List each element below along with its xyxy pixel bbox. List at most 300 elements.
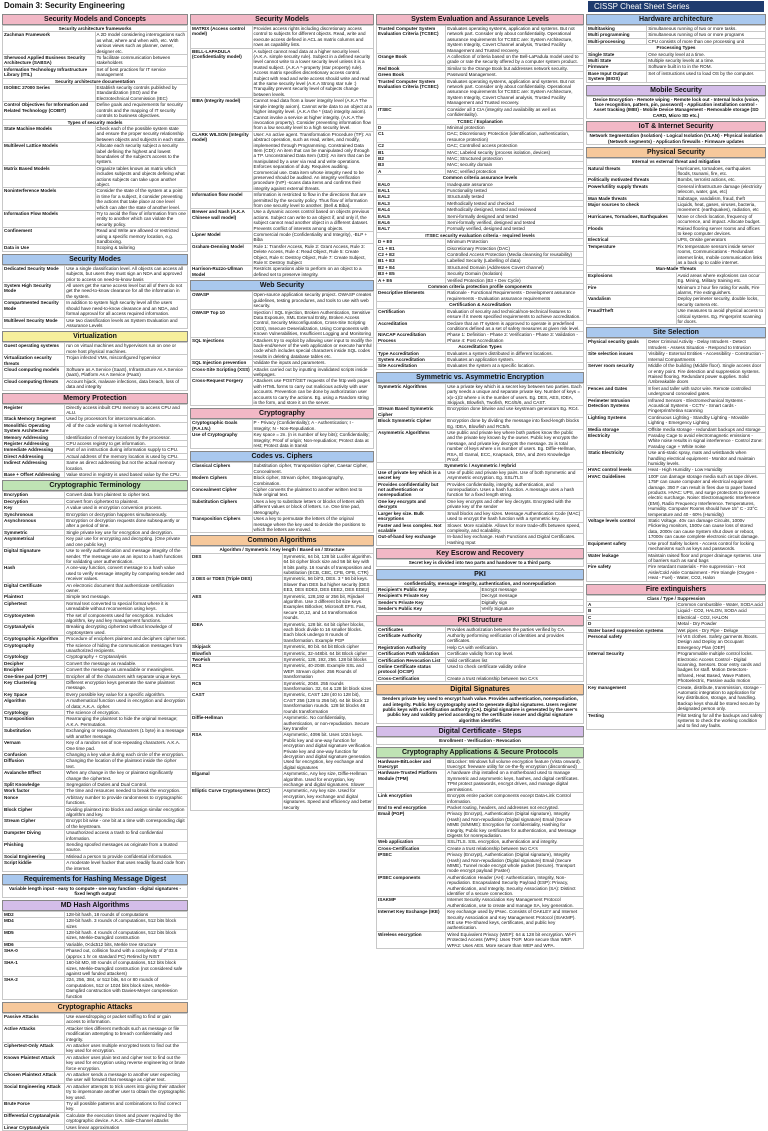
table-row <box>3 143 188 166</box>
row-definition: Use of public and private key pairs. Use of both Symmetric and Asymmetric encryption. Eg. SSL/TLS <box>446 469 584 481</box>
table-row <box>377 469 584 481</box>
row-definition: Uses a key to permutate the letters of the original message where the key used to decide the positions to which the letters are moved. <box>252 516 373 533</box>
section-table <box>2 404 188 479</box>
row-term: Noninterference Models <box>3 188 96 211</box>
row-definition: Commercial mode (Confidentiality and Integrity), -BLP + Biba <box>252 232 373 244</box>
section-table <box>2 265 188 329</box>
row-definition: Formally verified, designed and tested <box>446 226 584 232</box>
row-definition: Single private key use for encryption and decryption. <box>65 529 188 535</box>
table-row <box>191 692 374 715</box>
row-term: Dedicated Security Mode <box>3 265 65 282</box>
section-header: PKI <box>376 569 584 580</box>
row-definition: An attacker uses plain text and cipher text to find out the key used for encryption using reverse engineering or brute force encryption. <box>65 1054 188 1071</box>
row-term: SHA-1 <box>3 960 65 977</box>
row-heading: Variable length input - easy to compute - one way function - digital signatures - fixed length output <box>3 886 188 898</box>
row-definition: Actual address of the memory location is used by CPU. <box>65 453 188 459</box>
table-row <box>587 363 766 386</box>
row-definition: Security Domain (Isolation) <box>446 271 584 277</box>
row-definition: Key of a random set of non-repeating characters. A.K.A. One time pad. <box>65 740 188 752</box>
section-header: Cryptography Applications & Secure Protocols <box>376 747 584 758</box>
section-table <box>586 158 766 325</box>
table-row <box>587 414 766 426</box>
row-term: Hardware-Trusted Platform Module (TPM) <box>377 770 446 793</box>
table-row <box>3 211 188 228</box>
row-term: Active Attacks <box>3 1025 65 1042</box>
row-term: Asynchronous <box>3 518 65 530</box>
row-term: Multi State <box>587 58 647 64</box>
row-definition: run on virtual machines and hypervisors run on one or more host physical machines. <box>65 343 188 355</box>
table-row <box>191 663 374 680</box>
row-term: Firmware <box>587 64 647 70</box>
row-term: Hash <box>3 565 65 582</box>
row-term: MATRIX (Access control model) <box>191 26 253 49</box>
row-definition: Heat - High Humidity - Low Humidity <box>647 467 766 473</box>
table-row <box>377 290 584 302</box>
row-term: Blowfish <box>191 650 283 656</box>
row-term: Sender's Public Key <box>377 606 481 612</box>
table-row <box>3 1013 188 1025</box>
row-term: D + E0 <box>377 239 446 245</box>
row-term: Certificates <box>377 626 446 632</box>
row-term: Matrix Based Models <box>3 165 96 188</box>
row-definition: Password Management. <box>446 72 584 78</box>
table-row <box>3 422 188 434</box>
row-definition: Use proof Safety lockers - Access control for locking mechanisms such as keys and passwords. <box>647 540 766 552</box>
row-term: Modern Ciphers <box>191 475 253 487</box>
row-heading: Common criteria protection profile components <box>377 284 584 290</box>
row-definition: Simple text message. <box>65 594 188 600</box>
row-term: Perimeter Intrusion Detection Systems <box>587 397 647 414</box>
row-definition: Symmetric, 128,192 or 256 bit, Rijndael algorithm. Use 3 different bit size keys. Examples Bitlocker, Microsoft EFS. Fast, secure 10,12, and 14 transformation rounds. <box>282 593 374 621</box>
row-definition: SSL/TLS. SSL encryption, authentication and integrity. <box>446 839 584 845</box>
row-term: C1 + E1 <box>377 245 446 251</box>
row-term: Nonce <box>3 794 65 806</box>
row-term: Multitasking <box>587 26 647 32</box>
row-definition: Symmetric, 56 bit*3, DES. 3 * 56 bit keys. Slower than DES but higher security (DES EE3, DES EDE3, DES EEE2, DES EDE2) <box>282 576 374 593</box>
section <box>190 408 374 449</box>
row-definition: Fire retardant materials - Fire suppression - Hot Aisle/Cold Aisle Containment - Fire triangle (Oxygen - Heat - Fuel) - Water, CO2, Halon <box>647 564 766 581</box>
row-term: MD5 <box>3 930 65 942</box>
table-row <box>377 131 584 143</box>
row-definition: Changing the location of the plaintext inside the cipher text. <box>65 758 188 770</box>
row-definition: Move or check location, frequency of occurrence, and impact. Allocate budget. <box>676 213 766 225</box>
row-term: Registration Authority <box>377 644 446 650</box>
row-definition: Minimum 2 hour fire rating for walls, Fire alarms, Fire extinguishers. <box>676 284 766 296</box>
row-definition: Metal - Dry Powder <box>676 621 766 627</box>
row-definition: Substitution cipher, Transposition cipher, Caesar Cipher, Concealment. <box>252 463 373 475</box>
table-row <box>377 406 584 418</box>
row-definition: UPS, Onsite generators <box>676 237 766 243</box>
row-term: Sherwood Applied Business Security Architecture (SABSA) <box>3 55 96 67</box>
row-definition: Pilot testing for all the backups and safety systems to check the working condition and to find any faults. <box>676 712 766 729</box>
row-definition: Key space = 2n. (n is number of key bits); Confidentiality; Integrity; Proof of origin; Non-repudiation; Protect data at rest; Protect data in transit <box>252 432 373 449</box>
row-definition: Help CA with verification. <box>446 644 584 650</box>
row-definition: When any change in the key or plaintext significantly change the ciphertext. <box>65 770 188 782</box>
row-term: Brute Force <box>3 1101 65 1113</box>
row-term: RSA <box>191 732 283 771</box>
row-definition: To facilitate communication between stakeholders <box>95 55 188 67</box>
row-definition: Encryption or decryption requests done subsequently or after a period of time. <box>65 518 188 530</box>
row-term: Indirect Addressing <box>3 460 65 472</box>
row-term: Single State <box>587 51 647 57</box>
table-row <box>587 651 766 684</box>
row-term: Key Space <box>3 691 65 697</box>
row-definition: Every possible key value for a specific algorithm. <box>65 691 188 697</box>
row-definition: Decrypt message <box>480 593 584 599</box>
row-definition: Evaluation of security and technical/non-technical features to ensure if it meets specified requirements to achieve accreditation. <box>446 308 584 320</box>
table-row <box>377 897 584 909</box>
row-term: B1 <box>377 149 446 155</box>
section-header: Virtualization <box>2 331 188 342</box>
table-row <box>587 385 766 397</box>
row-term: EAL3 <box>377 200 446 206</box>
row-term: Cross-Site Scripting (XSS) <box>191 366 253 378</box>
row-definition: Common combustible - Water, SODA acid <box>676 601 766 607</box>
table-row <box>3 55 188 67</box>
row-definition: Used by processors for intercommunication. <box>65 416 188 422</box>
row-term: Red Book <box>377 65 446 71</box>
table-row <box>3 1112 188 1124</box>
column-3 <box>376 14 584 1022</box>
row-heading: confidentiality, message integrity, authentication, and nonrepudiation <box>377 580 584 586</box>
row-term: D <box>587 621 677 627</box>
table-row <box>377 758 584 770</box>
row-definition: Restricts operations able to perform on an object to a defined set to preserve integrity. <box>252 266 373 278</box>
table-row <box>377 580 584 586</box>
row-definition: Attackers try to exploit by allowing user input to modify the back-end/server of the web application or execute harmful code which includes special characters inside SQL codes results in deleting database tables etc. <box>253 337 372 359</box>
row-definition: A value used in encryption conversion process. <box>65 505 188 511</box>
table-row <box>377 931 584 948</box>
row-term: Politically motivated threats <box>587 177 677 183</box>
section-table <box>2 25 188 252</box>
row-definition: Structured Domain (Addresses Covert channel) <box>446 264 584 270</box>
row-definition: Infrared Sensors - Electromechanical Systems - Acoustical Systems - CCTV - Smart cards - Fingerprint/retina scanning <box>647 397 766 414</box>
section-header: Hardware architecture <box>586 14 766 25</box>
table-row <box>3 1025 188 1042</box>
row-term: OWASP <box>191 292 253 309</box>
row-term: MD4 <box>3 918 65 930</box>
row-term: Split Knowledge <box>3 781 65 787</box>
row-definition: Try all possible patterns and combinations to find correct key. <box>65 1101 188 1113</box>
row-term: Email (PGP) <box>377 811 446 839</box>
row-term: Recipient's Private Key <box>377 593 481 599</box>
section-header: Mobile Security <box>586 85 766 96</box>
table-row <box>3 612 188 624</box>
row-definition: Consider all 3 CIA (integrity and availability as well as confidentiality). <box>446 106 584 118</box>
row-definition: MAC; Structured protection <box>446 155 584 161</box>
row-term: Lipner Model <box>191 232 253 244</box>
row-term: Major sources to check <box>587 201 677 213</box>
table-row <box>3 548 188 565</box>
row-term: Elgamal <box>191 771 283 788</box>
row-term: Hardware-BitLocker and truecrypt <box>377 758 446 770</box>
section <box>190 451 374 533</box>
row-definition: Software as A Service (SaaS), Infrastructure As A Service (IaaS), Platform As A Service (PaaS) <box>65 366 188 378</box>
section <box>586 85 766 120</box>
row-term: Diffie-Hellman <box>191 715 283 732</box>
row-term: Immediate Addressing <box>3 447 65 453</box>
table-row <box>3 794 188 806</box>
row-definition: Evaluates a system distributed in different locations. <box>446 350 584 356</box>
row-term: C <box>587 614 677 620</box>
section <box>376 684 584 724</box>
section <box>376 14 584 370</box>
row-definition: Cryptography + Cryptanalysis <box>65 654 188 660</box>
section-table <box>190 25 374 278</box>
section-table <box>2 1013 188 1131</box>
row-definition: An attacker sends a message to another user expecting the user will forward that message as cipher text. <box>65 1072 188 1084</box>
row-term: Floods <box>587 225 677 237</box>
row-definition: Simultaneous running of two or more tasks. <box>647 26 766 32</box>
table-row <box>3 102 188 119</box>
row-term: Sender's Private Key <box>377 599 481 605</box>
row-definition: Bombs, terrorist actions, etc. <box>676 177 766 183</box>
section <box>376 726 584 744</box>
row-definition: MAC; Labeled security (process isolation, devices) <box>446 149 584 155</box>
row-definition: Packet routing, headers, and addresses not encrypted. <box>446 804 584 810</box>
table-row <box>377 696 584 724</box>
table-row <box>191 732 374 771</box>
table-row <box>3 453 188 459</box>
row-term: Wireless encryption <box>377 931 446 948</box>
table-row <box>3 758 188 770</box>
table-row <box>377 26 584 54</box>
row-definition: Create a trust relationship between two CA's <box>446 675 584 681</box>
row-definition: Minimum Protection <box>446 239 584 245</box>
row-definition: Deter Criminal Activity - Delay Intruders - Detect Intruders - Assess Situation - Respond to Intrusion <box>647 339 766 351</box>
row-definition: Key pair use for encrypting and decrypting. (One private and one public key) <box>65 536 188 548</box>
brand-banner: CISSP Cheat Sheet Series <box>588 1 764 12</box>
row-term: System Accreditation <box>377 356 446 362</box>
row-heading: Internal vs external threat and mitigation <box>587 159 766 165</box>
row-definition: 128-bit hash. 3 rounds of computations, 512 bits block sizes <box>65 918 188 930</box>
row-definition: Use a single classification level. All objects can access all subjects, but users they must sign an NDA and approved prior to access on need-to-know basis <box>65 265 188 282</box>
section-header: Symmetric vs. Asymmetric Encryption <box>376 372 584 383</box>
section-header: Requirements for Hashing Message Digest <box>2 874 188 885</box>
table-row <box>3 860 188 872</box>
row-term: Man Made threats <box>587 195 677 201</box>
table-row <box>587 308 766 325</box>
row-definition: Symmetric, 32-448bit. 64 bit Block cipher <box>282 650 374 656</box>
table-row <box>3 188 188 211</box>
row-term: Cryptology <box>3 654 65 660</box>
table-row <box>377 632 584 644</box>
row-definition: Dividing plaintext into blocks and assign similar encryption algorithm and key. <box>65 806 188 818</box>
row-term: Server room security <box>587 363 647 386</box>
row-heading: Algorithm / Symmetric / Key length / Based on / Structure <box>191 547 374 553</box>
row-term: Explosions <box>587 272 677 284</box>
table-row <box>587 165 766 177</box>
row-heading: Symmetric / Asymmetric / Hybrid <box>377 463 584 469</box>
table-row <box>3 977 188 1000</box>
row-term: Trusted Computer System Evaluation Criteria (TCSEC) <box>377 78 446 106</box>
section <box>586 327 766 581</box>
row-term: Script kiddie <box>3 860 65 872</box>
table-row <box>191 209 374 232</box>
row-definition: Organize tables known as matrix which includes subjects and objects defining what actions subjects can take upon another object. <box>95 165 188 188</box>
row-term: Orange Book <box>377 54 446 66</box>
row-definition: Value stored in registry is used based value by the CPU. <box>65 472 188 478</box>
table-row <box>587 183 766 195</box>
row-definition: Symmetric, 64 bit, 128 bit Lucifer algorithm. 64 bit cipher block size and 56 bit key with 8 bits parity. 16 rounds of transposition and substitution (ECB, CBC, CFB, OFB, CTR) <box>283 553 372 575</box>
row-term: C2 + E2 <box>377 252 446 258</box>
table-row <box>3 343 188 355</box>
row-term: RC5 <box>191 680 283 692</box>
row-term: Site Accreditation <box>377 363 446 369</box>
table-row <box>3 930 188 942</box>
row-term: MD2 <box>3 911 65 917</box>
row-definition: The science of encryption. <box>65 710 188 716</box>
row-definition: Use anti-static spray, mats and wristbands when handling electrical equipment - Monitor and maintain humidity levels. <box>647 450 766 467</box>
section <box>190 280 374 406</box>
row-term: Cross-Certification <box>377 845 446 851</box>
row-definition: Privacy (Encrypt), Authentication (Digital signature), Integrity (Hash) and Non-repudiation (Digital signature) Email (Secure MIME). Tunnel mode encrypt whole packet (Secure). Transport mode encrypt payload (Faster) <box>446 852 584 875</box>
table-row <box>3 818 188 830</box>
row-definition: Use a dynamic access control based on objects previous actions. Subject can write to an object if, and only if, the subject cannot read another object in a different dataset. Prevents conflict of interests among objects. <box>252 209 373 232</box>
table-row <box>3 1042 188 1054</box>
row-definition: Small blocks and key sizes. Message Authentication Code (MAC) used to encrypt the hash function with a symmetric key. <box>446 510 584 522</box>
row-definition: Use to verify authentication and message integrity of the sender. The message use as an input to a hash functions for validating user authentication. <box>65 548 188 565</box>
row-term: Cross-Certification <box>377 675 446 681</box>
row-term: Diffusion <box>3 758 65 770</box>
table-row <box>377 78 584 106</box>
row-term: 3 DES or TDES (Triple DES) <box>191 576 283 593</box>
table-row <box>3 317 188 329</box>
row-definition: Account hijack, malware infections, data breach, loss of data and integrity <box>65 378 188 390</box>
column-2 <box>190 14 374 1022</box>
table-row <box>3 842 188 854</box>
row-term: Trusted Computer System Evaluation Criteria (TCSEC) <box>377 26 446 54</box>
row-term: C1 <box>377 131 446 143</box>
section <box>2 874 188 898</box>
table-row <box>191 309 374 337</box>
row-definition: Liquids, heat, gases, viruses, bacteria, movement: (earthquakes), radiation, etc <box>676 201 766 213</box>
section-header: Digital Certificate - Steps <box>376 726 584 737</box>
table-row <box>191 516 374 533</box>
row-term: Encryption <box>3 492 65 498</box>
row-definition: Use public and private key where both parties know the public and the private key known by the owner. Public key encrypts the message, and private key decrypts the message. 2x is total number of keys where x is number of users. Eg. Diffie-Hellman, RSA, El Gamal, ECC, Knapsack, DSA, and Zero Knowledge Proof. <box>446 430 584 463</box>
row-definition: Key exchange used by IPsec. Consists of OAKLEY and Internet Security Association and Key Management Protocol (ISAKMP). IKE use Pre-Shared keys, certificates, and public key authentication. <box>446 909 584 932</box>
row-definition: Used to check certificate validity online <box>446 664 584 676</box>
table-row <box>191 771 374 788</box>
row-definition: Block cipher, Stream cipher, Steganography, Combination. <box>252 475 373 487</box>
row-term: BIBA (Integrity model) <box>191 98 253 131</box>
row-definition: Breaking decrypting ciphertext without knowledge of cryptosystem used. <box>65 624 188 636</box>
row-definition: Electrical - CO2, HALON <box>676 614 766 620</box>
row-definition: Encrypt bit wise - one bit at a time with corresponding digit of the keystream. <box>65 818 188 830</box>
table-row <box>587 38 766 44</box>
table-row <box>3 853 188 859</box>
row-definition: Arbitrary number to provide randomness to cryptographic functions. <box>65 794 188 806</box>
section <box>376 747 584 949</box>
table-row <box>587 540 766 552</box>
table-row <box>191 487 374 499</box>
row-term: B3 + E5 <box>377 271 446 277</box>
table-row <box>587 426 766 432</box>
row-term: Online Certificate status protocol (OCSP) <box>377 664 446 676</box>
row-term: Ciphertext <box>3 600 65 612</box>
table-row <box>587 272 766 284</box>
row-term: Decipher <box>3 660 65 666</box>
table-row <box>3 918 188 930</box>
row-definition: Use two classification levels as System Evaluation and Assurance Levels <box>65 317 188 329</box>
table-row <box>3 536 188 548</box>
row-term: Electricity <box>587 432 647 449</box>
row-definition: Encryption or decryption happens simultaneously. <box>65 511 188 517</box>
section <box>2 331 188 390</box>
row-heading: ITSEC security evaluation criteria - required levels <box>377 232 584 238</box>
section-header: Memory Protection <box>2 393 188 404</box>
row-definition: Middle of the building (Middle floor). Single access door or entry point. Fire detection and suppression systems. Raised flooring. Redundant power supplies. Solid /Unbreakable doors <box>647 363 766 386</box>
row-definition: General infrastructure damage (electricity telecom, water, gas, etc) <box>676 183 766 195</box>
row-definition: Asymmetric, Any key size. Used for encryption, key exchange and digital signatures. Speed and efficiency and better security <box>283 788 372 810</box>
table-row <box>377 909 584 932</box>
row-definition: Validate the inputs and parameters. <box>252 360 373 366</box>
section-header: PKI Structure <box>376 615 584 626</box>
row-definition: Fix temperature sensors inside server rooms, Communications - Redundant internet links, mobile communication links as a back up to cable internet. <box>676 243 766 266</box>
row-heading: TCSEC / Explanation <box>377 118 584 124</box>
row-term: SQL Injection prevention <box>191 360 253 366</box>
row-definition: Internet Security Association Key Management Protocol Authentication, use to create and manage SA, key generation. <box>446 897 584 909</box>
row-definition: Avoid areas where explosions can occur Eg. Mining, Military training etc. <box>676 272 766 284</box>
row-term: Certificate Authority <box>377 632 446 644</box>
row-heading: Common criteria assurance levels <box>377 175 584 181</box>
row-term: Stack Memory Segment <box>3 416 65 422</box>
row-term: EAL1 <box>377 187 446 193</box>
section-header: Codes vs. Ciphers <box>190 451 374 462</box>
section-header: Cryptographic Attacks <box>2 1002 188 1013</box>
row-term: Plaintext <box>3 594 65 600</box>
table-row <box>587 351 766 363</box>
row-term: Key management <box>587 684 677 712</box>
section <box>586 14 766 83</box>
row-term: Link encryption <box>377 793 446 805</box>
row-term: EAL2 <box>377 194 446 200</box>
row-heading: Security architecture frameworks <box>3 26 188 32</box>
row-term: Fire safety <box>587 564 647 581</box>
row-definition: Cannot read data from a lower integrity level (A.K.A The simple integrity axiom). Cannot write data to an object at a higher integrity level. (A.K.A the * (star) integrity axiom). Cannot invoke a service at higher integrity. (A.K.A The invocation property). Consider preventing information flow from a low security level to a high security level. <box>253 98 372 131</box>
table-row <box>3 770 188 782</box>
row-definition: Sabotage, vandalism, fraud, theft <box>676 195 766 201</box>
row-definition: Valid certificates list <box>446 657 584 663</box>
row-term: A <box>587 601 677 607</box>
row-term: Concealment Cipher <box>191 487 253 499</box>
row-definition: Simultaneous running of two or more programs <box>647 32 766 38</box>
row-definition: Functionality tested <box>446 187 584 193</box>
row-definition: Create a trust relationship between two CA's <box>446 845 584 851</box>
row-definition: Consider the state of the system at a point in time for a subject, it consider preventing the actions that take place at one level which can alter the state of another level. <box>95 188 188 211</box>
row-definition: Rearranging the plaintext to hide the original message; A.K.A. Permutation. <box>65 716 188 728</box>
section-header: System Evaluation and Assurance Levels <box>376 14 584 25</box>
table-row <box>3 125 188 142</box>
row-term: EAL5 <box>377 213 446 219</box>
row-term: Information Technology Infrastructure Library (ITIL) <box>3 66 96 78</box>
section-table <box>2 911 188 1000</box>
row-definition: Open-source application security project. OWASP creates guidelines, testing procedures, and tools to use with web security. <box>252 292 373 309</box>
row-definition: Evaluates operating systems, application and systems. But not network part. Consider only about confidentiality. Operational assurance requirements for TCSEC are: System Architecture, System Integrity, Covert Channel analysis, Trusted Facility Management and Trusted recovery. <box>446 26 584 54</box>
section-table <box>586 595 766 730</box>
table-row <box>587 243 766 266</box>
row-definition: The time and resources needed to break the encryption. <box>65 788 188 794</box>
table-row <box>3 245 188 251</box>
row-term: HVAC Guidelines <box>587 473 647 517</box>
row-term: Guest operating systems <box>3 343 65 355</box>
row-term: System High Security Mode <box>3 283 65 300</box>
table-row <box>3 1124 188 1130</box>
table-row <box>191 621 374 644</box>
table-row <box>3 642 188 654</box>
row-term: Accreditation <box>377 320 446 332</box>
